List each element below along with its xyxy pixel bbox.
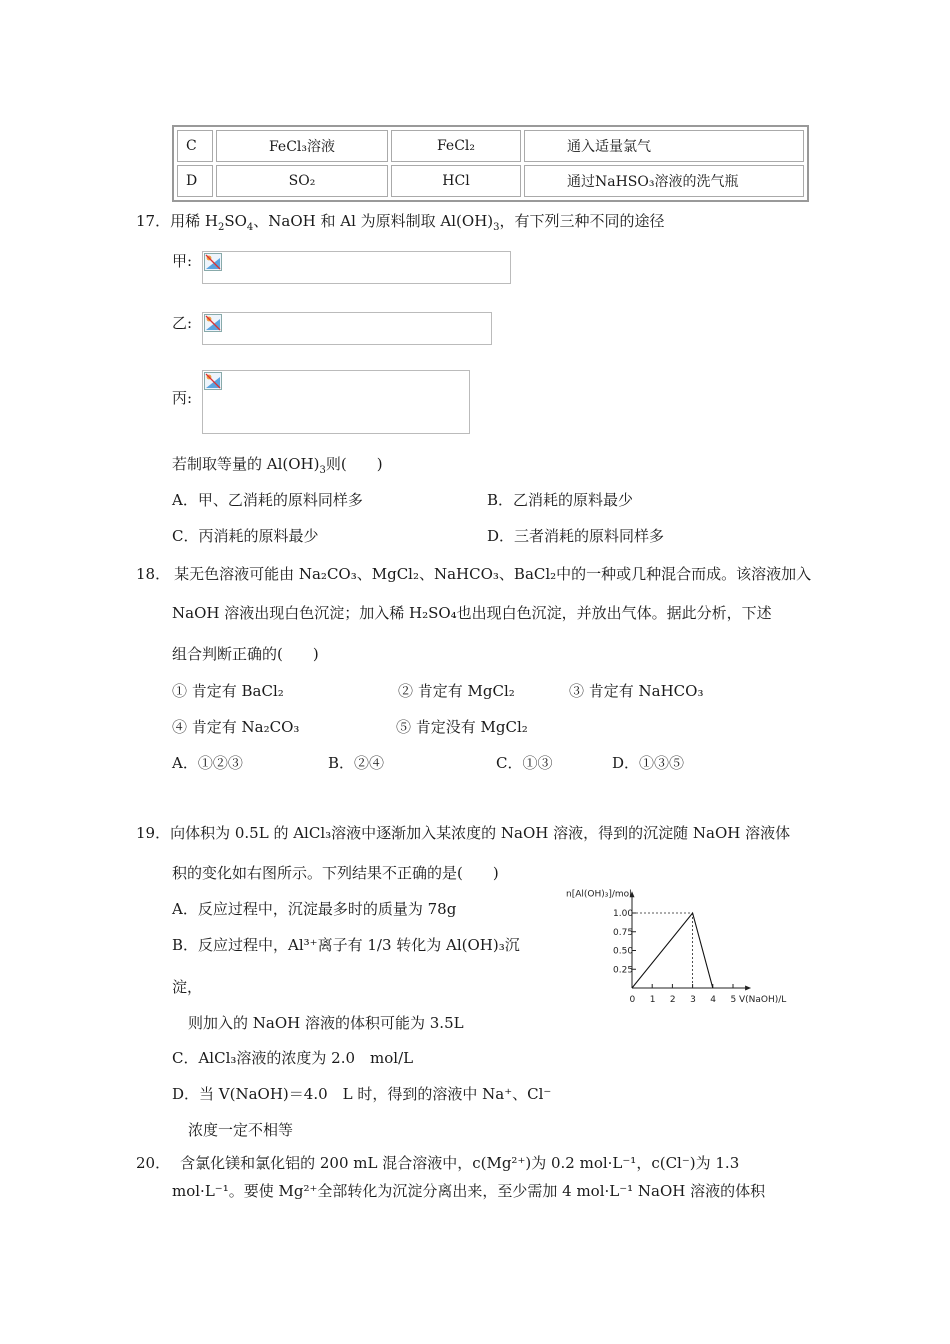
ask-part: 则( ) — [325, 455, 383, 473]
broken-image-icon — [204, 253, 222, 271]
row-impurity: HCl — [391, 165, 521, 197]
reaction-path-image — [202, 370, 470, 434]
question-18-line1 — [136, 563, 811, 584]
options-table — [172, 125, 809, 202]
q19-option-b-line1: B．反应过程中，Al³⁺离子有 1/3 转化为 Al(OH)₃沉 — [172, 936, 520, 954]
q17-option-c: C．丙消耗的原料最少 — [172, 527, 319, 545]
path-label-bing: 丙: — [172, 389, 193, 407]
table-row — [177, 130, 804, 162]
row-substance: SO₂ — [216, 165, 388, 197]
stem-part: 、NaOH 和 Al 为原料制取 Al(OH) — [253, 212, 494, 230]
question-17-stem: 17．用稀 $H_2SO_4$、NaOH 和 Al 为原料制取 $Al(OH)_3$，有下列三种不同的途径 — [136, 212, 665, 233]
x-tick-label: 1 — [649, 995, 656, 1005]
q18-option-c: C．①③ — [496, 754, 553, 772]
x-axis-label: V(NaOH)/L — [739, 995, 787, 1005]
x-tick-label: 5 — [730, 995, 737, 1005]
series-line — [632, 913, 713, 988]
q17-option-a: A．甲、乙消耗的原料同样多 — [172, 491, 363, 509]
q18-option-d: D．①③⑤ — [612, 754, 685, 772]
stem-part: 用稀 H — [170, 212, 218, 230]
question-number: 20． — [136, 1154, 171, 1172]
q18-option-a: A．①②③ — [172, 754, 243, 772]
stem-text: 某无色溶液可能由 Na₂CO₃、MgCl₂、NaHCO₃、BaCl₂中的一种或几种混合而成。该溶液加入 — [174, 565, 812, 583]
question-20-line1 — [136, 1152, 739, 1173]
question-19-line1 — [136, 822, 790, 843]
x-tick-label: 2 — [669, 995, 676, 1005]
y-axis-label: n[Al(OH)₃]/mol — [566, 889, 632, 900]
q19-option-b-line3: 则加入的 NaOH 溶液的体积可能为 3.5L — [188, 1014, 464, 1032]
question-18-line3: 组合判断正确的( ) — [172, 645, 319, 663]
row-substance: FeCl₃溶液 — [216, 130, 388, 162]
q18-statement-4: ④ 肯定有 Na₂CO₃ — [172, 718, 300, 736]
q19-option-c: C．AlCl₃溶液的浓度为 2.0 mol/L — [172, 1049, 414, 1067]
reaction-path-image — [202, 312, 492, 345]
x-axis-arrow — [745, 986, 751, 991]
row-method: 通过NaHSO₃溶液的洗气瓶 — [524, 165, 804, 197]
q18-statement-1: ① 肯定有 BaCl₂ — [172, 682, 284, 700]
stem-text: 向体积为 0.5L 的 AlCl₃溶液中逐渐加入某浓度的 NaOH 溶液，得到的沉淀随 NaOH 溶液体 — [170, 824, 791, 842]
x-tick-label: 0 — [629, 995, 636, 1005]
stem-part: SO — [224, 212, 247, 230]
ask-part: 若制取等量的 Al(OH) — [172, 455, 320, 473]
question-19-line2: 积的变化如右图所示。下列结果不正确的是( ) — [172, 864, 499, 882]
question-18-line2: NaOH 溶液出现白色沉淀；加入稀 H₂SO₄也出现白色沉淀，并放出气体。据此分析，下述 — [172, 604, 772, 622]
q17-option-b: B．乙消耗的原料最少 — [487, 491, 634, 509]
question-17-ask: 若制取等量的 $Al(OH)_3$则( ) — [172, 455, 383, 476]
q18-option-b: B．②④ — [328, 754, 385, 772]
path-label-yi: 乙: — [172, 314, 193, 332]
stem-text: 含氯化镁和氯化铝的 200 mL 混合溶液中，c(Mg²⁺)为 0.2 mol·L⁻¹，c(Cl⁻)为 1.3 — [180, 1154, 740, 1172]
row-label: D — [177, 165, 213, 197]
y-tick-label: 0.25 — [613, 965, 634, 976]
y-tick-label: 1.00 — [613, 909, 634, 919]
q19-option-d-line2: 浓度一定不相等 — [188, 1121, 294, 1139]
q19-option-d-line1: D．当 V(NaOH)＝4.0 L 时，得到的溶液中 Na⁺、Cl⁻ — [172, 1085, 552, 1103]
reaction-path-image — [202, 251, 511, 284]
row-impurity: FeCl₂ — [391, 130, 521, 162]
row-method: 通入适量氯气 — [524, 130, 804, 162]
y-tick-label: 0.50 — [613, 946, 634, 957]
x-tick-label: 3 — [690, 995, 696, 1005]
q18-statement-2: ② 肯定有 MgCl₂ — [398, 682, 515, 700]
q19-option-a: A．反应过程中，沉淀最多时的质量为 78g — [172, 900, 457, 918]
q17-option-d: D．三者消耗的原料同样多 — [487, 527, 665, 545]
q19-option-b-line2: 淀， — [172, 978, 203, 996]
table-row — [177, 165, 804, 197]
question-number: 17． — [136, 212, 171, 230]
q18-statement-3: ③ 肯定有 NaHCO₃ — [569, 682, 704, 700]
y-tick-label: 0.75 — [613, 927, 634, 938]
broken-image-icon — [204, 372, 222, 390]
stem-part: ，有下列三种不同的途径 — [499, 212, 665, 230]
question-number: 18． — [136, 565, 171, 583]
x-tick-label: 4 — [710, 995, 717, 1005]
q18-statement-5: ⑤ 肯定没有 MgCl₂ — [396, 718, 528, 736]
question-number: 19． — [136, 824, 171, 842]
precipitate-chart — [565, 880, 795, 1005]
row-label: C — [177, 130, 213, 162]
question-20-line2: mol·L⁻¹。要使 Mg²⁺全部转化为沉淀分离出来，至少需加 4 mol·L⁻¹ NaOH 溶液的体积 — [172, 1182, 766, 1200]
path-label-jia: 甲: — [172, 252, 193, 270]
broken-image-icon — [204, 314, 222, 332]
